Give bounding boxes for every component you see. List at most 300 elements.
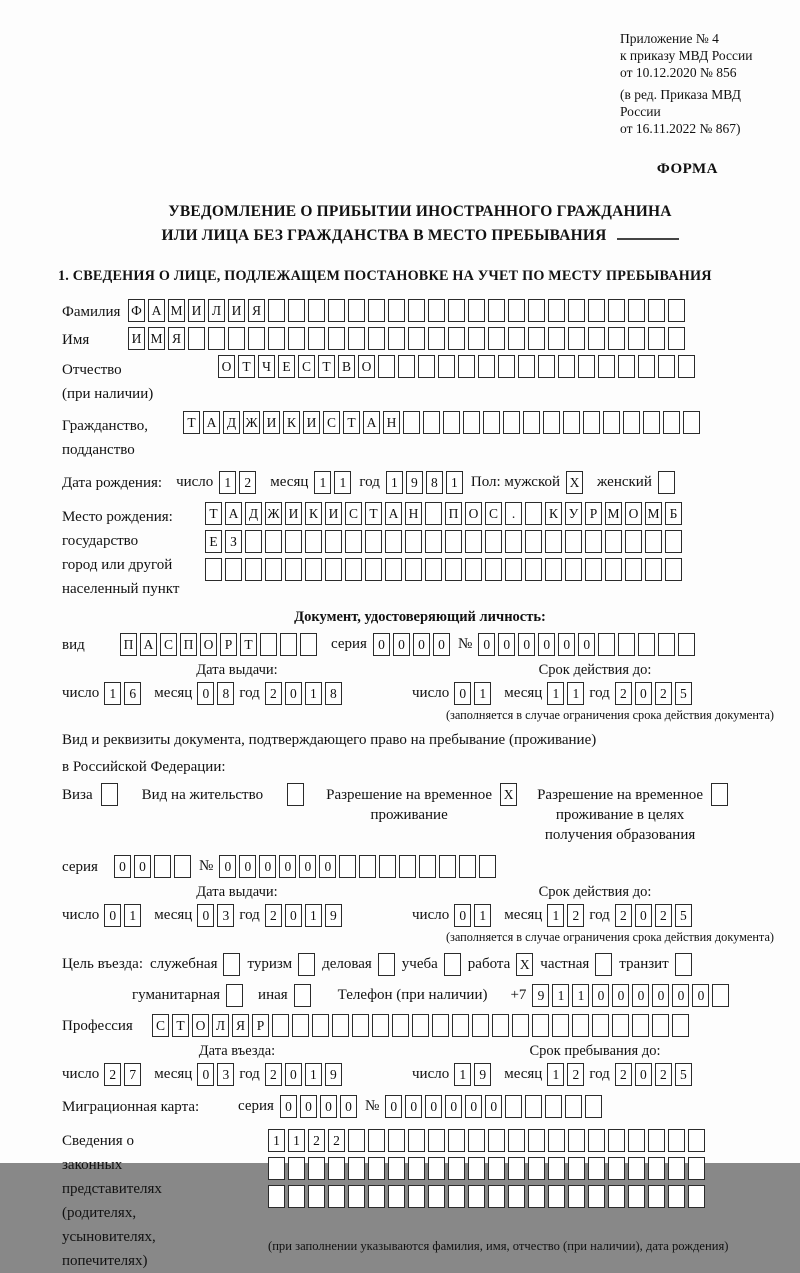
char-cell[interactable] (683, 411, 700, 434)
char-cell[interactable]: Т (172, 1014, 189, 1037)
char-cell[interactable] (468, 1129, 485, 1152)
char-cell[interactable]: М (168, 299, 185, 322)
char-cell[interactable] (345, 530, 362, 553)
char-cell[interactable] (658, 355, 675, 378)
char-cell[interactable]: Т (183, 411, 200, 434)
char-cell[interactable] (368, 1129, 385, 1152)
char-cell[interactable] (408, 1157, 425, 1180)
char-cell[interactable] (423, 411, 440, 434)
char-cell[interactable]: О (192, 1014, 209, 1037)
char-cell[interactable]: 1 (305, 682, 322, 705)
char-cell[interactable] (483, 411, 500, 434)
char-cell[interactable]: 3 (217, 1063, 234, 1086)
char-cell[interactable] (583, 411, 600, 434)
char-cell[interactable]: М (645, 502, 662, 525)
char-cell[interactable]: 1 (567, 682, 584, 705)
char-cell[interactable] (668, 1185, 685, 1208)
char-cell[interactable]: 9 (474, 1063, 491, 1086)
char-cell[interactable] (608, 1157, 625, 1180)
char-cell[interactable]: 2 (328, 1129, 345, 1152)
char-cell[interactable] (608, 327, 625, 350)
char-cell[interactable] (468, 299, 485, 322)
char-cell[interactable] (632, 1014, 649, 1037)
char-cell[interactable] (585, 558, 602, 581)
char-cell[interactable]: 2 (615, 1063, 632, 1086)
char-cell[interactable]: 2 (567, 904, 584, 927)
char-cell[interactable] (379, 855, 396, 878)
char-cell[interactable] (225, 558, 242, 581)
char-cell[interactable] (668, 327, 685, 350)
char-cell[interactable]: А (140, 633, 157, 656)
char-cell[interactable] (518, 355, 535, 378)
char-cell[interactable]: 0 (393, 633, 410, 656)
char-cell[interactable] (399, 855, 416, 878)
char-cell[interactable] (268, 299, 285, 322)
char-cell[interactable] (352, 1014, 369, 1037)
char-cell[interactable] (585, 530, 602, 553)
char-cell[interactable] (638, 633, 655, 656)
char-cell[interactable] (425, 530, 442, 553)
char-cell[interactable]: Т (365, 502, 382, 525)
char-cell[interactable]: 2 (265, 904, 282, 927)
char-cell[interactable] (288, 327, 305, 350)
char-cell[interactable]: 1 (268, 1129, 285, 1152)
char-cell[interactable]: Ф (128, 299, 145, 322)
char-cell[interactable] (628, 1129, 645, 1152)
char-cell[interactable]: 0 (280, 1095, 297, 1118)
char-cell[interactable]: У (565, 502, 582, 525)
char-cell[interactable]: 1 (219, 471, 236, 494)
char-cell[interactable]: 1 (547, 682, 564, 705)
char-cell[interactable]: 1 (305, 1063, 322, 1086)
char-cell[interactable] (532, 1014, 549, 1037)
char-cell[interactable] (268, 1185, 285, 1208)
char-cell[interactable] (488, 327, 505, 350)
char-cell[interactable] (488, 1185, 505, 1208)
char-cell[interactable] (272, 1014, 289, 1037)
char-cell[interactable] (525, 530, 542, 553)
char-cell[interactable]: 2 (655, 1063, 672, 1086)
char-cell[interactable] (348, 1157, 365, 1180)
char-cell[interactable]: 0 (285, 904, 302, 927)
char-cell[interactable]: В (338, 355, 355, 378)
char-cell[interactable] (608, 299, 625, 322)
char-cell[interactable] (478, 355, 495, 378)
char-cell[interactable]: 0 (114, 855, 131, 878)
char-cell[interactable]: С (485, 502, 502, 525)
char-cell[interactable]: 0 (104, 904, 121, 927)
char-cell[interactable] (628, 1185, 645, 1208)
char-cell[interactable] (485, 558, 502, 581)
char-cell[interactable]: 0 (385, 1095, 402, 1118)
char-cell[interactable] (432, 1014, 449, 1037)
char-cell[interactable] (675, 953, 692, 976)
char-cell[interactable] (665, 558, 682, 581)
char-cell[interactable] (648, 327, 665, 350)
char-cell[interactable]: 1 (104, 682, 121, 705)
char-cell[interactable] (548, 299, 565, 322)
char-cell[interactable]: 0 (405, 1095, 422, 1118)
char-cell[interactable] (485, 530, 502, 553)
char-cell[interactable] (598, 633, 615, 656)
char-cell[interactable] (288, 1157, 305, 1180)
char-cell[interactable] (508, 327, 525, 350)
char-cell[interactable] (445, 530, 462, 553)
char-cell[interactable]: Д (223, 411, 240, 434)
char-cell[interactable] (578, 355, 595, 378)
char-cell[interactable] (463, 411, 480, 434)
char-cell[interactable]: 8 (426, 471, 443, 494)
char-cell[interactable]: . (505, 502, 522, 525)
char-cell[interactable] (392, 1014, 409, 1037)
char-cell[interactable]: 0 (239, 855, 256, 878)
char-cell[interactable] (294, 984, 311, 1007)
char-cell[interactable] (268, 327, 285, 350)
char-cell[interactable]: 1 (288, 1129, 305, 1152)
char-cell[interactable]: 7 (124, 1063, 141, 1086)
char-cell[interactable] (608, 1129, 625, 1152)
char-cell[interactable]: 2 (308, 1129, 325, 1152)
char-cell[interactable]: 2 (655, 904, 672, 927)
char-cell[interactable]: 9 (325, 904, 342, 927)
char-cell[interactable] (468, 327, 485, 350)
char-cell[interactable]: 1 (572, 984, 589, 1007)
char-cell[interactable] (528, 1185, 545, 1208)
char-cell[interactable]: Д (245, 502, 262, 525)
char-cell[interactable] (565, 558, 582, 581)
char-cell[interactable]: Я (248, 299, 265, 322)
char-cell[interactable] (332, 1014, 349, 1037)
char-cell[interactable] (648, 1157, 665, 1180)
char-cell[interactable] (459, 855, 476, 878)
char-cell[interactable] (668, 1157, 685, 1180)
char-cell[interactable]: 0 (485, 1095, 502, 1118)
char-cell[interactable]: П (180, 633, 197, 656)
char-cell[interactable] (300, 633, 317, 656)
char-cell[interactable] (339, 855, 356, 878)
char-cell[interactable]: М (605, 502, 622, 525)
char-cell[interactable] (418, 355, 435, 378)
char-cell[interactable]: 0 (285, 1063, 302, 1086)
char-cell[interactable] (388, 1157, 405, 1180)
char-cell[interactable] (260, 633, 277, 656)
char-cell[interactable]: Е (278, 355, 295, 378)
char-cell[interactable]: И (128, 327, 145, 350)
char-cell[interactable]: Л (208, 299, 225, 322)
char-cell[interactable] (638, 355, 655, 378)
char-cell[interactable] (288, 1185, 305, 1208)
char-cell[interactable] (668, 1129, 685, 1152)
char-cell[interactable]: Ж (243, 411, 260, 434)
char-cell[interactable]: X (500, 783, 517, 806)
char-cell[interactable] (245, 558, 262, 581)
char-cell[interactable] (298, 953, 315, 976)
char-cell[interactable] (448, 1185, 465, 1208)
char-cell[interactable]: З (225, 530, 242, 553)
char-cell[interactable] (388, 327, 405, 350)
char-cell[interactable]: Я (168, 327, 185, 350)
char-cell[interactable] (625, 530, 642, 553)
char-cell[interactable]: М (148, 327, 165, 350)
char-cell[interactable]: 3 (217, 904, 234, 927)
char-cell[interactable] (643, 411, 660, 434)
char-cell[interactable]: К (305, 502, 322, 525)
char-cell[interactable] (448, 327, 465, 350)
char-cell[interactable] (528, 1157, 545, 1180)
char-cell[interactable] (505, 1095, 522, 1118)
char-cell[interactable] (465, 558, 482, 581)
char-cell[interactable]: А (225, 502, 242, 525)
char-cell[interactable]: 8 (325, 682, 342, 705)
char-cell[interactable] (545, 558, 562, 581)
char-cell[interactable] (648, 1129, 665, 1152)
char-cell[interactable] (508, 1129, 525, 1152)
char-cell[interactable] (245, 530, 262, 553)
char-cell[interactable] (623, 411, 640, 434)
char-cell[interactable] (488, 299, 505, 322)
char-cell[interactable] (678, 633, 695, 656)
char-cell[interactable] (563, 411, 580, 434)
char-cell[interactable]: И (188, 299, 205, 322)
char-cell[interactable]: 5 (675, 904, 692, 927)
char-cell[interactable]: О (358, 355, 375, 378)
char-cell[interactable] (652, 1014, 669, 1037)
char-cell[interactable]: X (566, 471, 583, 494)
char-cell[interactable]: П (120, 633, 137, 656)
char-cell[interactable] (548, 1185, 565, 1208)
char-cell[interactable] (528, 299, 545, 322)
char-cell[interactable] (605, 530, 622, 553)
char-cell[interactable] (288, 299, 305, 322)
char-cell[interactable]: О (200, 633, 217, 656)
char-cell[interactable] (568, 327, 585, 350)
char-cell[interactable]: И (263, 411, 280, 434)
char-cell[interactable] (448, 299, 465, 322)
char-cell[interactable]: 0 (692, 984, 709, 1007)
char-cell[interactable]: 1 (386, 471, 403, 494)
char-cell[interactable]: 1 (547, 904, 564, 927)
char-cell[interactable] (658, 471, 675, 494)
char-cell[interactable]: 1 (547, 1063, 564, 1086)
char-cell[interactable]: 2 (615, 904, 632, 927)
char-cell[interactable] (448, 1129, 465, 1152)
char-cell[interactable] (188, 327, 205, 350)
char-cell[interactable] (448, 1157, 465, 1180)
char-cell[interactable]: 1 (334, 471, 351, 494)
char-cell[interactable] (488, 1157, 505, 1180)
char-cell[interactable] (405, 558, 422, 581)
char-cell[interactable]: Т (318, 355, 335, 378)
char-cell[interactable]: 0 (578, 633, 595, 656)
char-cell[interactable] (419, 855, 436, 878)
char-cell[interactable] (445, 558, 462, 581)
char-cell[interactable] (618, 633, 635, 656)
char-cell[interactable]: 0 (652, 984, 669, 1007)
char-cell[interactable] (628, 1157, 645, 1180)
char-cell[interactable] (403, 411, 420, 434)
char-cell[interactable] (528, 327, 545, 350)
char-cell[interactable] (368, 327, 385, 350)
char-cell[interactable] (398, 355, 415, 378)
char-cell[interactable] (505, 558, 522, 581)
char-cell[interactable]: 0 (518, 633, 535, 656)
char-cell[interactable] (523, 411, 540, 434)
char-cell[interactable]: И (285, 502, 302, 525)
char-cell[interactable]: 1 (446, 471, 463, 494)
char-cell[interactable]: К (283, 411, 300, 434)
char-cell[interactable] (348, 1129, 365, 1152)
char-cell[interactable] (439, 855, 456, 878)
char-cell[interactable] (174, 855, 191, 878)
char-cell[interactable] (428, 327, 445, 350)
char-cell[interactable]: 1 (124, 904, 141, 927)
char-cell[interactable] (308, 299, 325, 322)
char-cell[interactable]: 0 (433, 633, 450, 656)
char-cell[interactable]: О (218, 355, 235, 378)
char-cell[interactable] (328, 1185, 345, 1208)
char-cell[interactable] (345, 558, 362, 581)
char-cell[interactable] (525, 558, 542, 581)
char-cell[interactable] (595, 953, 612, 976)
char-cell[interactable] (565, 530, 582, 553)
char-cell[interactable] (545, 1095, 562, 1118)
char-cell[interactable] (328, 327, 345, 350)
char-cell[interactable] (428, 1157, 445, 1180)
char-cell[interactable]: 0 (672, 984, 689, 1007)
char-cell[interactable] (568, 299, 585, 322)
char-cell[interactable]: 0 (635, 1063, 652, 1086)
char-cell[interactable] (428, 1185, 445, 1208)
char-cell[interactable] (648, 299, 665, 322)
char-cell[interactable]: Н (405, 502, 422, 525)
char-cell[interactable] (645, 530, 662, 553)
char-cell[interactable]: 0 (635, 682, 652, 705)
char-cell[interactable]: Н (383, 411, 400, 434)
char-cell[interactable] (365, 558, 382, 581)
char-cell[interactable]: С (323, 411, 340, 434)
char-cell[interactable]: 0 (632, 984, 649, 1007)
char-cell[interactable] (408, 1129, 425, 1152)
char-cell[interactable] (368, 1157, 385, 1180)
char-cell[interactable]: 0 (197, 1063, 214, 1086)
char-cell[interactable] (508, 1185, 525, 1208)
char-cell[interactable]: 2 (265, 682, 282, 705)
char-cell[interactable] (712, 984, 729, 1007)
char-cell[interactable] (101, 783, 118, 806)
char-cell[interactable]: 0 (197, 904, 214, 927)
char-cell[interactable] (268, 1157, 285, 1180)
char-cell[interactable] (605, 558, 622, 581)
char-cell[interactable]: 0 (498, 633, 515, 656)
char-cell[interactable] (608, 1185, 625, 1208)
char-cell[interactable]: 6 (124, 682, 141, 705)
char-cell[interactable] (359, 855, 376, 878)
char-cell[interactable] (228, 327, 245, 350)
char-cell[interactable] (287, 783, 304, 806)
char-cell[interactable] (458, 355, 475, 378)
char-cell[interactable]: 9 (325, 1063, 342, 1086)
char-cell[interactable] (472, 1014, 489, 1037)
char-cell[interactable]: 0 (478, 633, 495, 656)
char-cell[interactable] (503, 411, 520, 434)
char-cell[interactable]: О (465, 502, 482, 525)
char-cell[interactable] (488, 1129, 505, 1152)
char-cell[interactable] (312, 1014, 329, 1037)
char-cell[interactable] (678, 355, 695, 378)
char-cell[interactable] (385, 558, 402, 581)
char-cell[interactable]: А (385, 502, 402, 525)
char-cell[interactable] (525, 1095, 542, 1118)
char-cell[interactable]: 2 (567, 1063, 584, 1086)
char-cell[interactable]: И (325, 502, 342, 525)
char-cell[interactable]: А (363, 411, 380, 434)
char-cell[interactable]: С (152, 1014, 169, 1037)
char-cell[interactable] (588, 327, 605, 350)
char-cell[interactable] (205, 558, 222, 581)
char-cell[interactable] (588, 1185, 605, 1208)
char-cell[interactable] (711, 783, 728, 806)
char-cell[interactable]: 1 (454, 1063, 471, 1086)
char-cell[interactable] (285, 530, 302, 553)
char-cell[interactable]: 0 (259, 855, 276, 878)
char-cell[interactable]: 0 (373, 633, 390, 656)
char-cell[interactable]: 0 (300, 1095, 317, 1118)
char-cell[interactable] (408, 299, 425, 322)
char-cell[interactable] (372, 1014, 389, 1037)
char-cell[interactable] (405, 530, 422, 553)
char-cell[interactable] (348, 299, 365, 322)
char-cell[interactable]: И (228, 299, 245, 322)
char-cell[interactable] (208, 327, 225, 350)
char-cell[interactable]: 9 (532, 984, 549, 1007)
char-cell[interactable] (408, 1185, 425, 1208)
char-cell[interactable]: Т (240, 633, 257, 656)
char-cell[interactable]: 0 (340, 1095, 357, 1118)
char-cell[interactable] (479, 855, 496, 878)
char-cell[interactable] (328, 299, 345, 322)
char-cell[interactable]: И (303, 411, 320, 434)
char-cell[interactable] (628, 299, 645, 322)
char-cell[interactable] (663, 411, 680, 434)
char-cell[interactable] (498, 355, 515, 378)
char-cell[interactable] (588, 1157, 605, 1180)
char-cell[interactable] (672, 1014, 689, 1037)
char-cell[interactable]: 9 (406, 471, 423, 494)
char-cell[interactable] (223, 953, 240, 976)
char-cell[interactable] (658, 633, 675, 656)
char-cell[interactable]: 2 (104, 1063, 121, 1086)
char-cell[interactable]: Т (238, 355, 255, 378)
char-cell[interactable] (548, 1129, 565, 1152)
char-cell[interactable] (308, 327, 325, 350)
char-cell[interactable]: 0 (454, 904, 471, 927)
char-cell[interactable] (438, 355, 455, 378)
char-cell[interactable]: Ж (265, 502, 282, 525)
char-cell[interactable]: Т (343, 411, 360, 434)
char-cell[interactable] (408, 327, 425, 350)
char-cell[interactable] (548, 327, 565, 350)
char-cell[interactable] (628, 327, 645, 350)
char-cell[interactable] (328, 1157, 345, 1180)
char-cell[interactable]: 0 (635, 904, 652, 927)
char-cell[interactable]: 5 (675, 682, 692, 705)
char-cell[interactable]: 1 (314, 471, 331, 494)
char-cell[interactable] (538, 355, 555, 378)
char-cell[interactable] (248, 327, 265, 350)
char-cell[interactable] (385, 530, 402, 553)
char-cell[interactable]: 0 (454, 682, 471, 705)
char-cell[interactable]: 0 (320, 1095, 337, 1118)
